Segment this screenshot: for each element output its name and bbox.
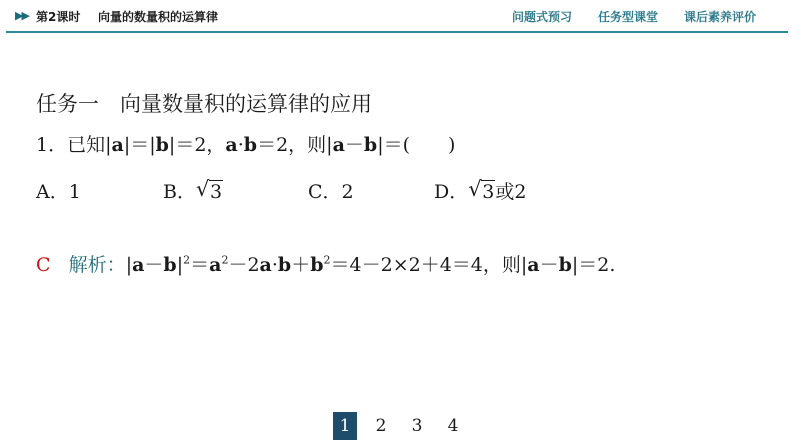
sqrt-expression: [468, 177, 495, 203]
header-bar: [0, 0, 794, 34]
vector-a: a: [111, 134, 124, 156]
exponent: 2: [183, 253, 191, 267]
option-value: 1: [68, 181, 81, 203]
exponent: 2: [221, 253, 229, 267]
radical-sign-icon: √: [195, 177, 210, 201]
answer-letter: C: [36, 254, 51, 276]
expr-fragment: ＋: [291, 254, 311, 276]
question-text: [36, 130, 455, 157]
option-value: 或2: [495, 181, 527, 203]
option-value: 2: [341, 181, 354, 203]
lesson-label: 第2课时: [36, 10, 81, 24]
page-3-button[interactable]: 3: [411, 416, 423, 436]
lesson-topic: 向量的数量积的运算律: [98, 10, 219, 24]
option-d[interactable]: [434, 177, 526, 204]
page-2-button[interactable]: 2: [375, 416, 387, 436]
vector-b: b: [558, 254, 572, 276]
tab-preview[interactable]: 问题式预习: [511, 10, 572, 24]
option-c[interactable]: [308, 177, 354, 204]
header-divider: [6, 31, 788, 33]
radicand: 3: [482, 181, 495, 203]
sqrt-expression: [195, 177, 223, 203]
vector-a: a: [259, 254, 272, 276]
vector-b: b: [163, 254, 177, 276]
question-fragment: |＝|: [123, 134, 156, 156]
expr-fragment: ＝4－2×2＋4＝4，则|: [330, 254, 528, 276]
question-fragment: |＝( ): [377, 134, 456, 156]
vector-b: b: [243, 134, 258, 156]
option-label: C．: [308, 181, 342, 203]
expr-fragment: －: [144, 254, 164, 276]
vector-a: a: [332, 134, 345, 156]
question-fragment: |＝2，: [168, 134, 226, 156]
option-label: A．: [36, 181, 69, 203]
vector-a: a: [527, 254, 540, 276]
tab-evaluation[interactable]: 课后素养评价: [683, 10, 756, 24]
vector-b: b: [363, 134, 378, 156]
radical-sign-icon: √: [468, 177, 482, 201]
double-arrow-icon: ▶▶: [15, 9, 28, 22]
exponent: 2: [323, 253, 331, 267]
answer-explanation: [36, 250, 615, 277]
minus-operator: －: [344, 134, 364, 156]
option-label: B．: [163, 181, 196, 203]
vector-a: a: [209, 254, 222, 276]
option-a[interactable]: [36, 177, 81, 204]
expr-fragment: |＝2.: [571, 254, 616, 276]
vector-b: b: [155, 134, 169, 156]
pagination: [333, 412, 477, 440]
tab-classroom[interactable]: 任务型课堂: [597, 10, 658, 24]
vector-a: a: [225, 134, 238, 156]
expr-fragment: |: [125, 254, 133, 276]
option-label: D．: [434, 181, 469, 203]
question-fragment: ＝2，则|: [257, 134, 333, 156]
dot-operator: ·: [237, 134, 244, 156]
expr-fragment: －: [539, 254, 559, 276]
page-4-button[interactable]: 4: [447, 416, 459, 436]
explanation-label: 解析：: [68, 254, 126, 276]
question-fragment: 已知|: [67, 134, 112, 156]
dot-operator: ·: [271, 254, 278, 276]
expr-fragment: ＝: [190, 254, 210, 276]
vector-a: a: [132, 254, 145, 276]
section-tabs: [512, 8, 756, 25]
expr-fragment: |: [176, 254, 184, 276]
question-number: 1．: [36, 134, 68, 156]
task-title: 任务一 向量数量积的运算律的应用: [36, 92, 372, 116]
vector-b: b: [277, 254, 292, 276]
vector-b: b: [310, 254, 324, 276]
option-b[interactable]: [163, 177, 223, 204]
radicand: 3: [209, 181, 223, 203]
expr-fragment: －2: [228, 254, 260, 276]
page-1-button[interactable]: 1: [333, 412, 357, 440]
